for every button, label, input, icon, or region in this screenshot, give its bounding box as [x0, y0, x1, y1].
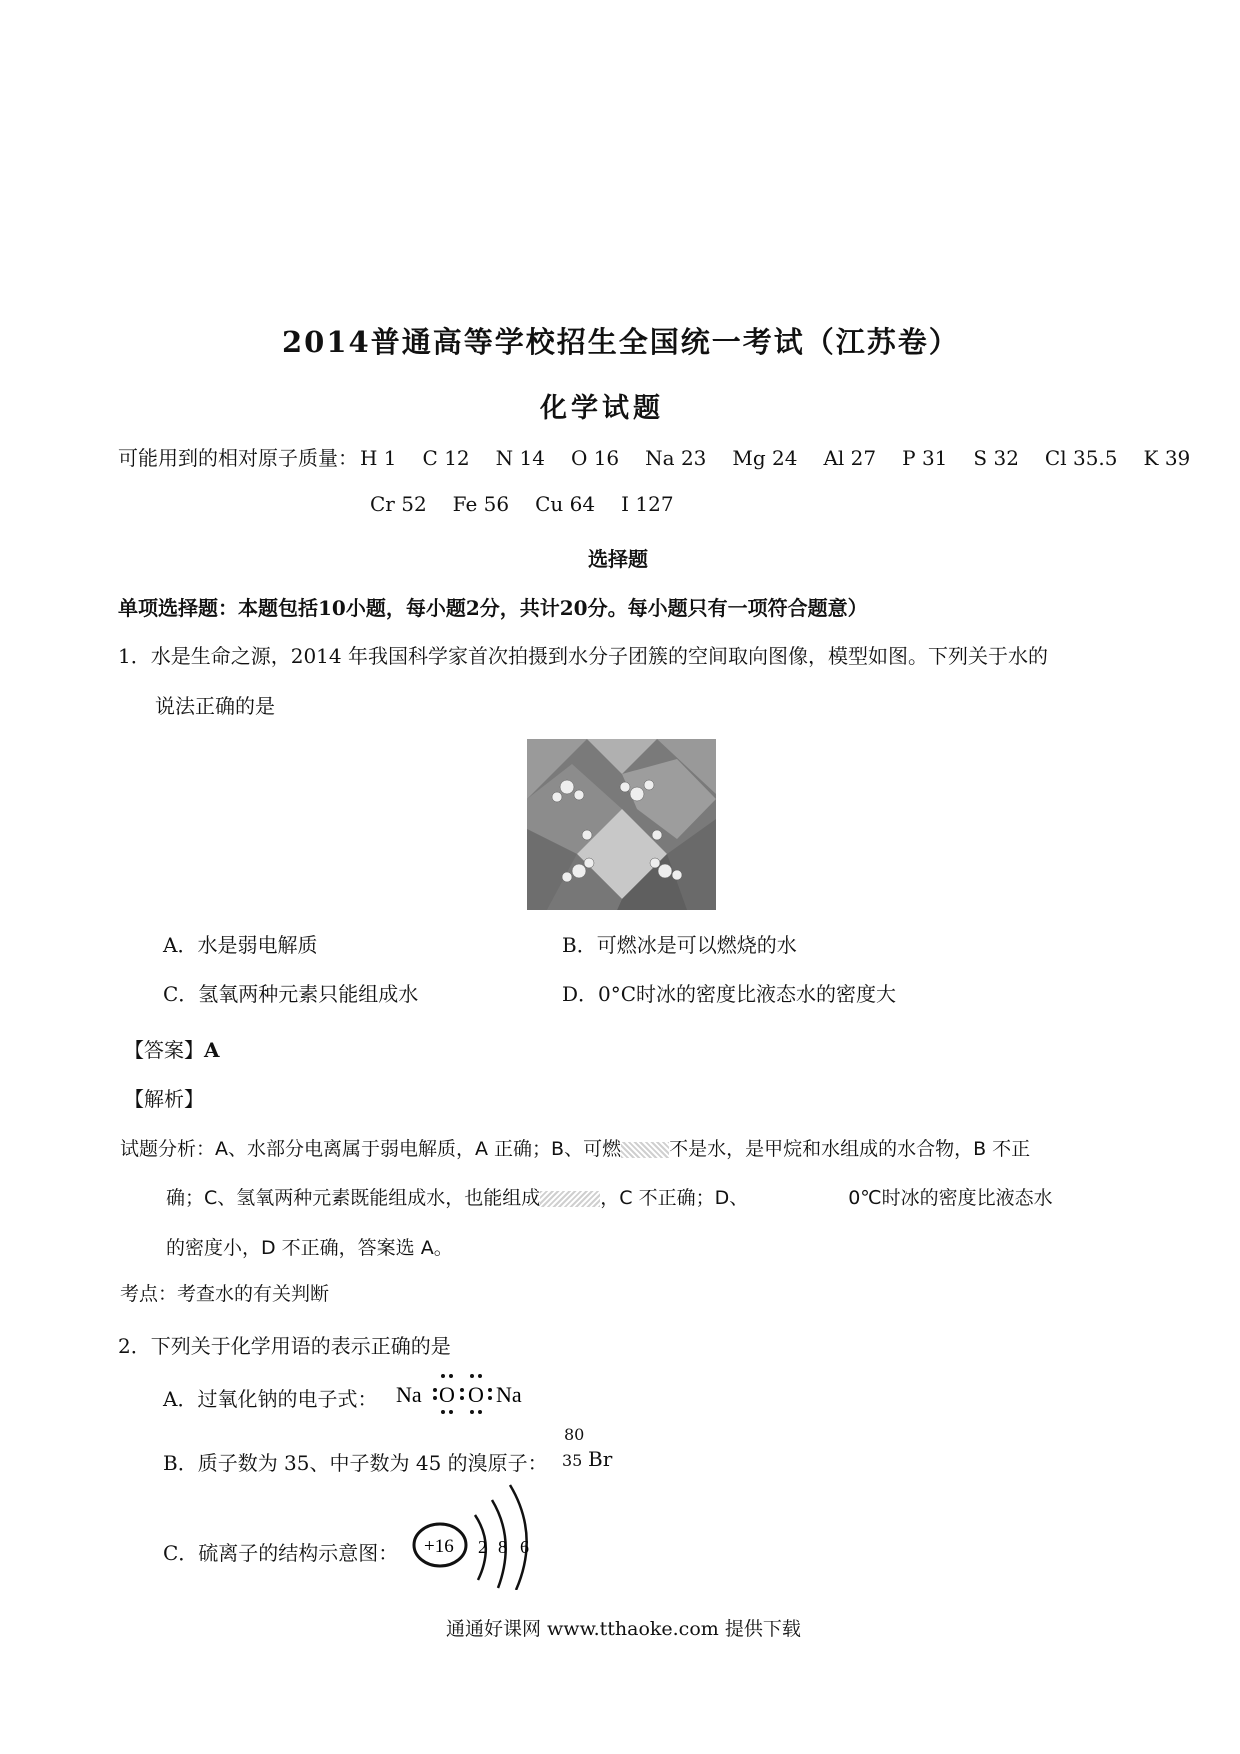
mass-h: H 1 — [360, 446, 397, 470]
mass-fe: Fe 56 — [452, 492, 510, 516]
shell-electrons-2: 8 — [498, 1537, 507, 1557]
nuclide-atomic-number: 35 — [562, 1451, 583, 1470]
formula-na-2: Na — [496, 1382, 522, 1407]
q2-option-a — [163, 1383, 377, 1412]
q1-analysis-line1 — [120, 1134, 1030, 1161]
atomic-masses-line2 — [370, 492, 674, 516]
q1-stem-line1: 1．水是生命之源，2014 年我国科学家首次拍摄到水分子团簇的空间取向图像，模型如图。下列关于水的 — [118, 644, 1048, 668]
analysis-line2-part-c: 0℃时冰的密度比液态水 — [848, 1187, 1053, 1209]
analysis-line2-part-b: ，C 不正确；D、 — [600, 1187, 749, 1209]
q1-stem-line2: 说法正确的是 — [155, 694, 275, 718]
shell-electrons-1: 2 — [478, 1537, 487, 1557]
q2-option-c: C．硫离子的结构示意图： — [163, 1541, 399, 1565]
mass-n: N 14 — [495, 446, 545, 470]
atomic-masses-line1 — [118, 442, 1190, 471]
sulfur-ion-structure-diagram — [410, 1480, 550, 1590]
mass-mg: Mg 24 — [732, 446, 798, 470]
q1-option-a: A．水是弱电解质 — [163, 933, 318, 957]
q2-stem: 2．下列关于化学用语的表示正确的是 — [118, 1334, 451, 1358]
bromine-nuclide-notation — [560, 1425, 620, 1475]
q1-analysis-label: 【解析】 — [124, 1087, 204, 1111]
mass-al: Al 27 — [823, 446, 877, 470]
page-footer: 通通好课网 www.tthaoke.com 提供下载 — [446, 1618, 801, 1640]
mass-o: O 16 — [570, 446, 620, 470]
analysis-line1-part-b: 不是水，是甲烷和水组成的水合物，B 不正 — [669, 1138, 1031, 1160]
mass-p: P 31 — [902, 446, 948, 470]
mass-cu: Cu 64 — [535, 492, 596, 516]
q1-answer — [124, 1034, 220, 1063]
answer-label: 【答案】 — [124, 1038, 204, 1062]
mass-k: K 39 — [1143, 446, 1191, 470]
nuclide-symbol: Br — [588, 1447, 613, 1471]
atomic-masses-label: 可能用到的相对原子质量： — [118, 446, 358, 470]
q1-option-d: D．0°C时冰的密度比液态水的密度大 — [562, 982, 897, 1006]
section-description: 单项选择题：本题包括10小题，每小题2分，共计20分。每小题只有一项符合题意） — [118, 596, 868, 620]
q2-option-a-label: A．过氧化钠的电子式： — [163, 1387, 378, 1411]
q2-option-b: B．质子数为 35、中子数为 45 的溴原子： — [163, 1451, 548, 1475]
mass-c: C 12 — [422, 446, 470, 470]
nucleus-charge: +16 — [424, 1536, 454, 1557]
water-cluster-illustration — [527, 739, 716, 910]
analysis-line2-part-a: 确；C、氢氧两种元素既能组成水，也能组成 — [166, 1187, 541, 1209]
formula-o-1: O — [439, 1382, 455, 1407]
q1-option-c: C．氢氧两种元素只能组成水 — [163, 982, 419, 1006]
mass-cr: Cr 52 — [370, 492, 427, 516]
formula-na-1: Na — [396, 1382, 422, 1407]
analysis-line1-part-a: 试题分析：A、水部分电离属于弱电解质，A 正确；B、可燃 — [120, 1138, 622, 1160]
q1-analysis-line3: 的密度小，D 不正确，答案选 A。 — [166, 1237, 453, 1259]
answer-value: A — [204, 1038, 220, 1062]
nuclide-mass-number: 80 — [564, 1425, 585, 1444]
mass-cl: Cl 35.5 — [1044, 446, 1118, 470]
page-title: 2014普通高等学校招生全国统一考试（江苏卷） — [282, 325, 960, 359]
water-cluster-image — [527, 739, 716, 910]
mass-i: I 127 — [621, 492, 674, 516]
shell-electrons-3: 6 — [520, 1537, 529, 1557]
q1-analysis-line2 — [166, 1183, 1053, 1210]
section-heading: 选择题 — [588, 547, 648, 571]
sodium-peroxide-electron-formula — [396, 1372, 556, 1418]
q1-kaodian: 考点：考查水的有关判断 — [120, 1283, 330, 1305]
formula-o-2: O — [468, 1382, 484, 1407]
smudged-text — [540, 1191, 600, 1207]
q1-option-b: B．可燃冰是可以燃烧的水 — [562, 933, 797, 957]
mass-na: Na 23 — [645, 446, 707, 470]
mass-s: S 32 — [973, 446, 1019, 470]
smudged-text — [621, 1142, 669, 1158]
page-subtitle: 化学试题 — [540, 393, 664, 424]
